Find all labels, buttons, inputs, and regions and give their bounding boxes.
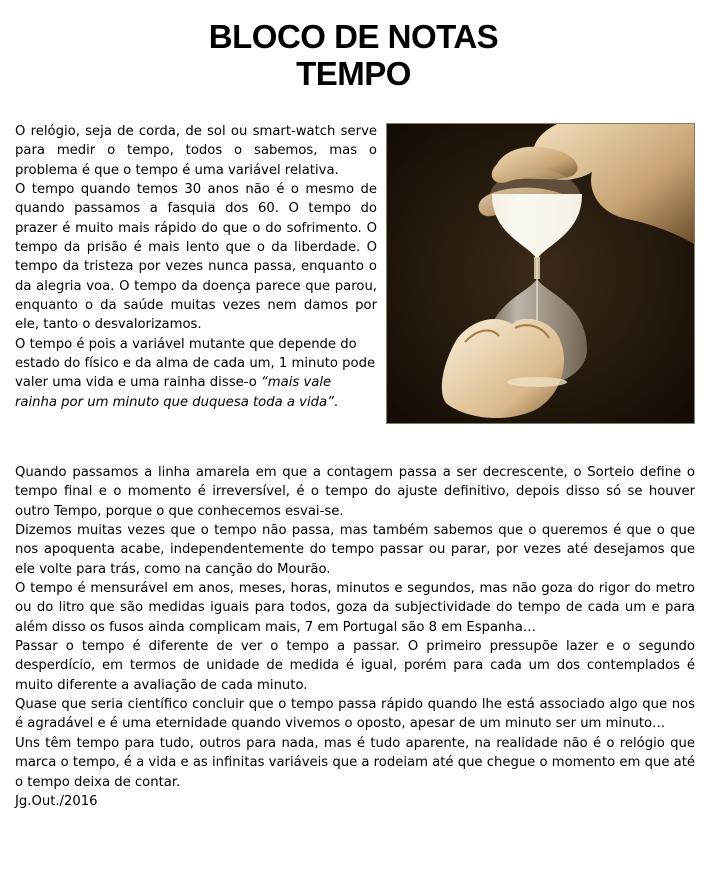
paragraph-4: Quando passamos a linha amarela em que a contagem passa a ser decrescente, o Sorteio define o tempo final e o momento é irreversível, é o tempo do ajuste definitivo, depois disso só se houver outro Tempo, porque o que conhecemos esvai-se. (15, 465, 695, 519)
queen-quote: “mais vale rainha por um minuto que duquesa toda a vida” (15, 375, 334, 410)
page-title: BLOCO DE NOTAS (208, 18, 499, 55)
paragraph-7: Passar o tempo é diferente de ver o tempo a passar. O primeiro pressupõe lazer e o segundo desperdício, em termos de unidade de medida é igual, porém para cada um dos contemplados é muito diferente a avaliação de cada minuto. (15, 639, 695, 693)
page-subtitle: TEMPO (296, 55, 411, 92)
paragraph-8: Quase que seria científico concluir que o tempo passa rápido quando lhe está associado algo que nos é agradável e é uma eternidade quando vivemos o oposto, apesar de um minuto ser um minuto… (15, 697, 695, 732)
article-body (15, 463, 695, 811)
paragraph-3-end: . (333, 394, 339, 410)
paragraph-3-text: O tempo é pois a variável mutante que depende do estado do físico e da alma de cada um, 1 minuto pode valer uma vida e uma rainha disse-o (15, 336, 376, 391)
paragraph-1: O relógio, seja de corda, de sol ou smart-watch serve para medir o tempo, todos o sabemos, mas o problema é que o tempo é uma variável relativa. (15, 124, 377, 178)
paragraph-3 (15, 335, 377, 412)
paragraph-5: Dizemos muitas vezes que o tempo não passa, mas também sabemos que o queremos é que o que nos apoquenta acabe, independentemente do tempo passar ou parar, por vezes até desejamos que ele volte para trás, como na canção do Mourão. (15, 523, 695, 577)
paragraph-2: O tempo quando temos 30 anos não é o mesmo de quando passamos a fasquia dos 60. O tempo do prazer é muito mais rápido do que o do sofrimento. O tempo da prisão é mais lento que o da liberdade. O tempo da tristeza por vezes nunca passa, enquanto o da alegria voa. O tempo da doença parece que parou, enquanto o da saúde muitas vezes nem damos por ele, tanto o desvalorizamos. (15, 182, 377, 333)
paragraph-6: O tempo é mensurável em anos, meses, horas, minutos e segundos, mas não goza do rigor do metro ou do litro que são medidas iguais para todos, goza da subjectividade do tempo de cada um e para além disso os fusos ainda complicam mais, 7 em Portugal são 8 em Espanha… (15, 581, 695, 635)
signature: Jg.Out./2016 (15, 793, 98, 809)
hourglass-photo (386, 123, 695, 424)
paragraph-9: Uns têm tempo para tudo, outros para nada, mas é tudo aparente, na realidade não é o relógio que marca o tempo, é a vida e as infinitas variáveis que a rodeiam até que chegue o momento em que até o tempo deixa de contar. (15, 735, 695, 790)
article-column (15, 122, 377, 412)
